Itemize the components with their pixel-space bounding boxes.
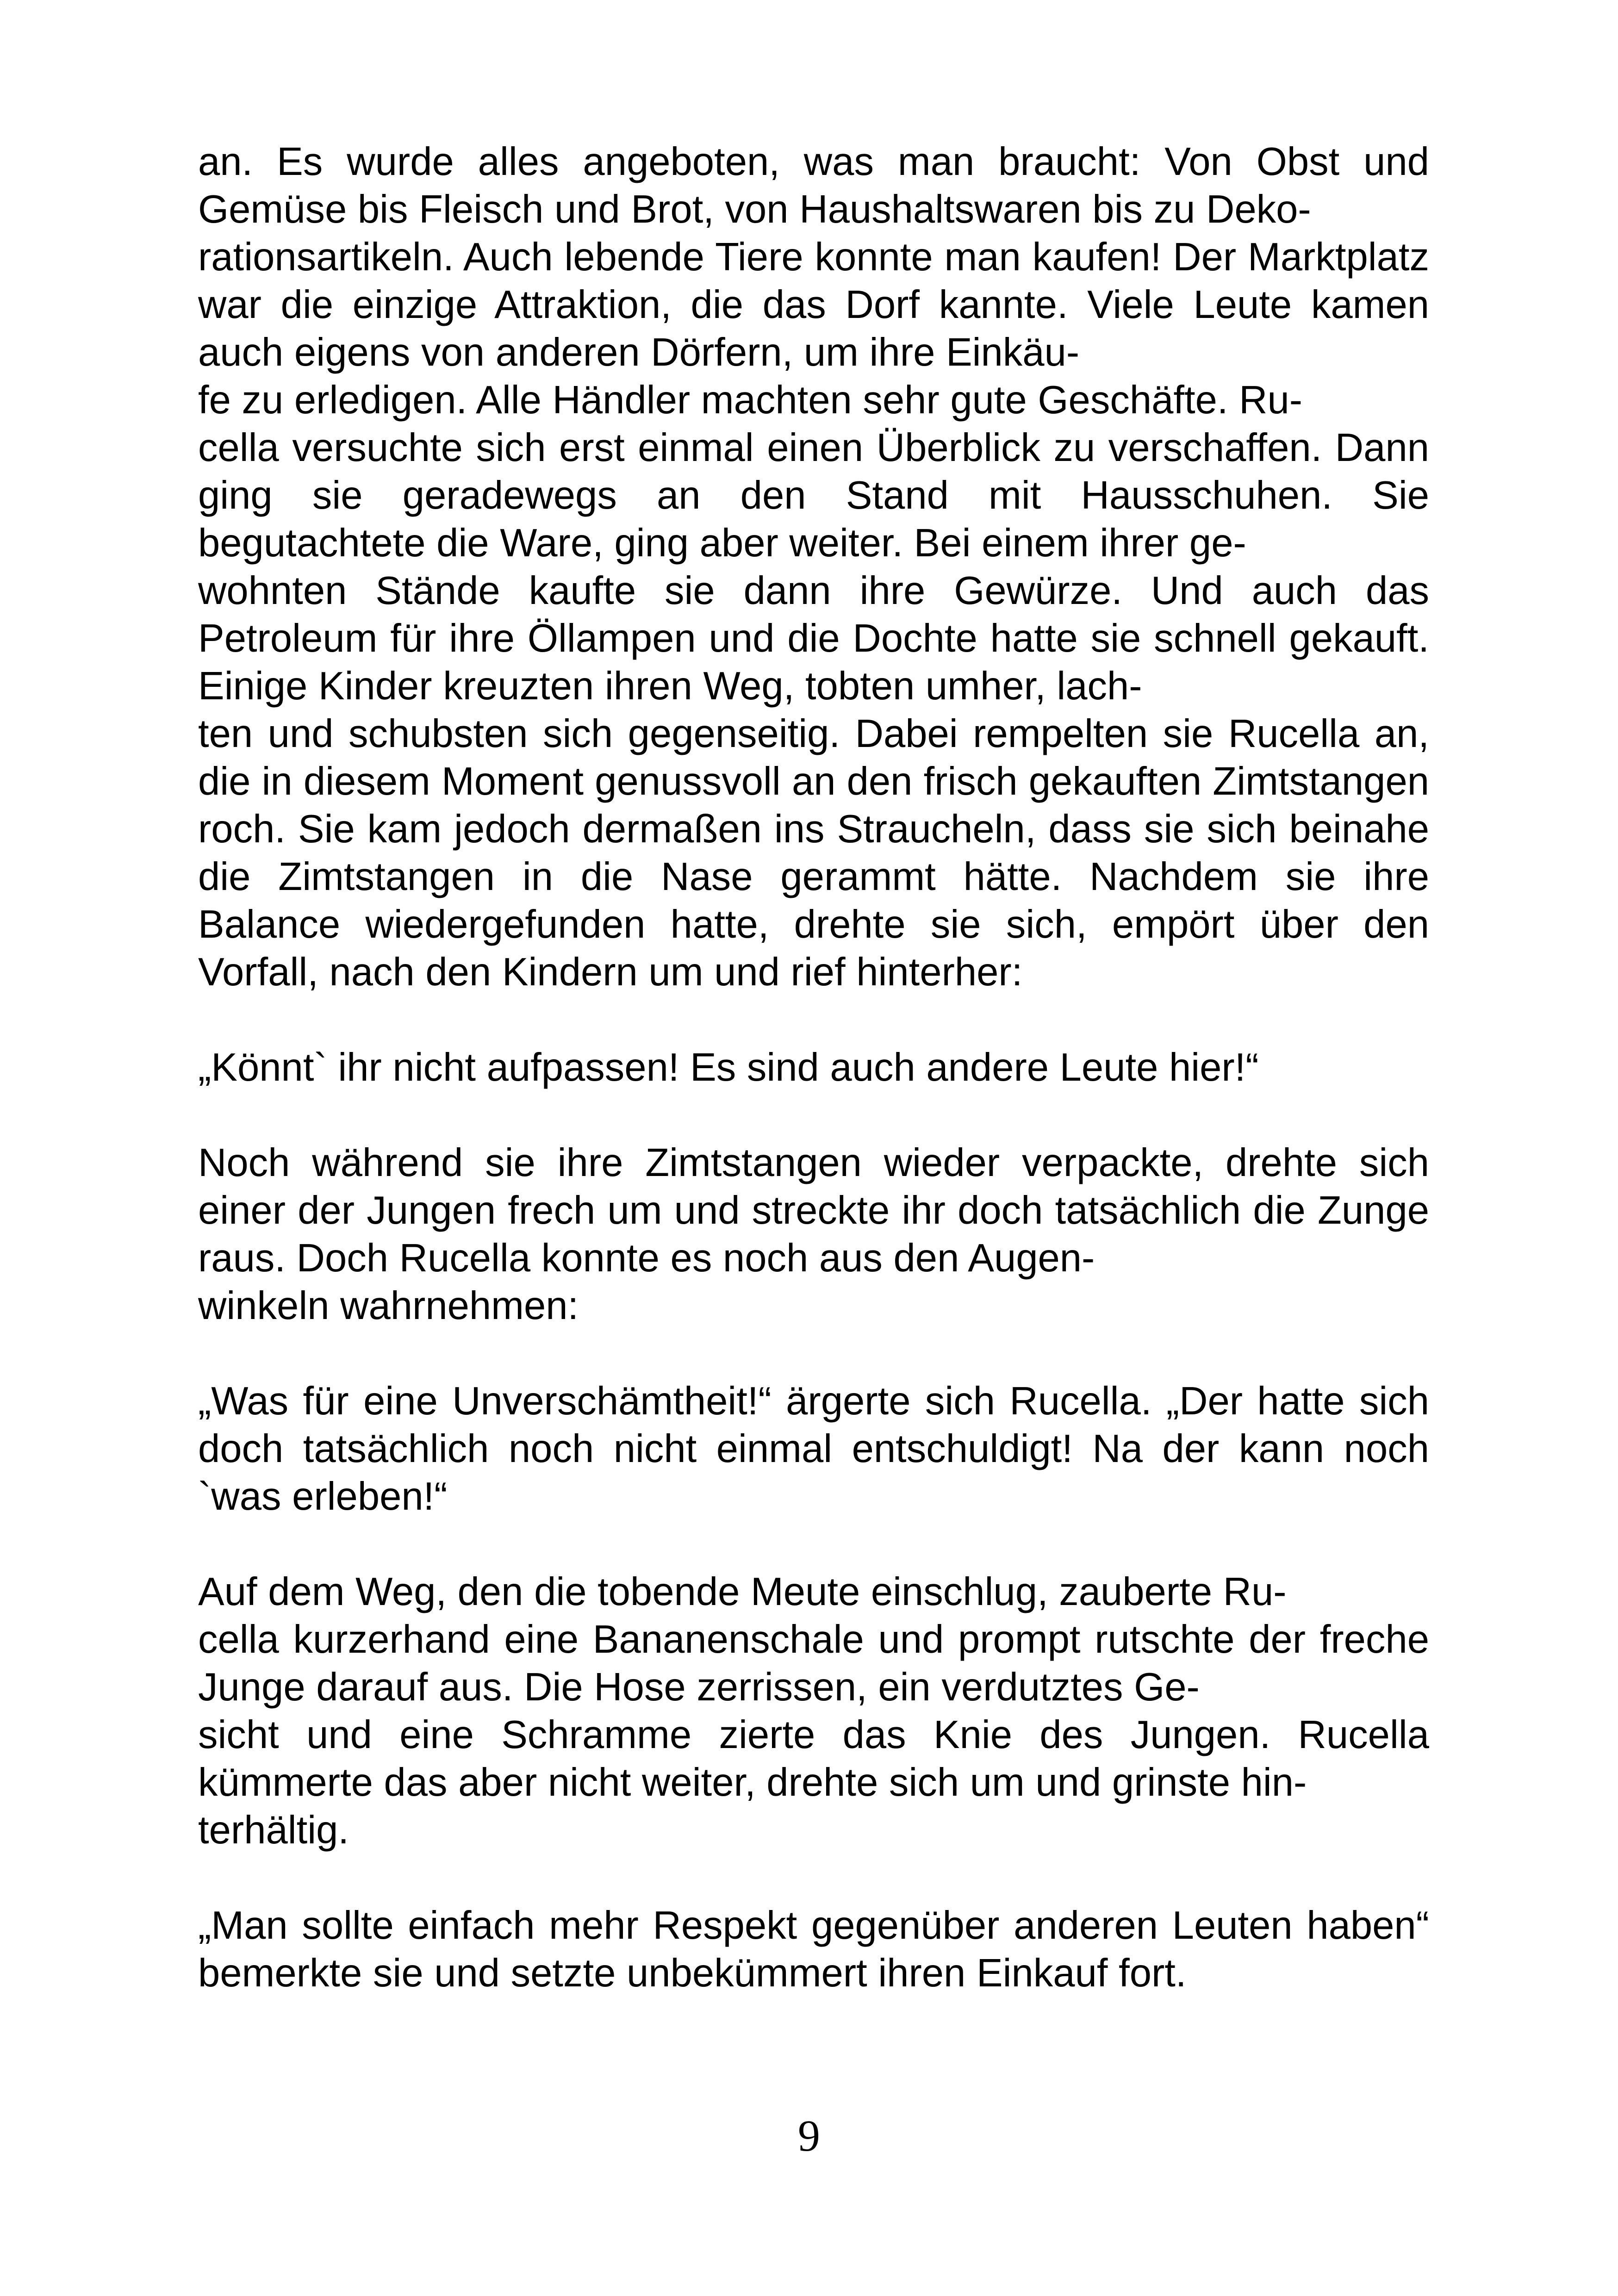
paragraph-boy-tongue: Noch während sie ihre Zimtstangen wieder verpackte, drehte sich einer der Jungen frech um und streckte ihr doch tatsächlich die Zunge raus. Doch Rucella konnte es noch aus den Augen- winkeln wahrnehmen: (198, 1141, 1429, 1328)
body-text (198, 138, 1429, 1997)
paragraph-banana-peel: Auf dem Weg, den die tobende Meute einschlug, zauberte Ru- cella kurzerhand eine Bananenschale und prompt rutschte der freche Junge darauf aus. Die Hose zerrissen, ein verdutztes Ge- sicht und eine Schramme zierte das Knie des Jungen. Rucella kümmerte das aber nicht weiter, drehte sich um und grinste hin- terhältig. (198, 1570, 1429, 1852)
page-number: 9 (798, 2111, 820, 2160)
paragraph-quote-unverschaemtheit: „Was für eine Unverschämtheit!“ ärgerte sich Rucella. „Der hatte sich doch tatsächlich noch nicht einmal entschuldigt! Na der kann noch `was erleben!“ (198, 1379, 1429, 1518)
paragraph-market-scene: an. Es wurde alles angeboten, was man braucht: Von Obst und Gemüse bis Fleisch und Brot, von Haushaltswaren bis zu Deko- rationsartikeln. Auch lebende Tiere konnte man kaufen! Der Marktplatz war die einzige Attraktion, die das Dorf kannte. Viele Leute kamen auch eigens von anderen Dörfern, um ihre Einkäu- fe zu erledigen. Alle Händler machten sehr gute Geschäfte. Ru- cella versuchte sich erst einmal einen Überblick zu verschaffen. Dann ging sie geradewegs an den Stand mit Hausschuhen. Sie begutachtete die Ware, ging aber weiter. Bei einem ihrer ge- wohnten Stände kaufte sie dann ihre Gewürze. Und auch das Petroleum für ihre Öllampen und die Dochte hatte sie schnell gekauft. Einige Kinder kreuzten ihren Weg, tobten umher, lach- ten und schubsten sich gegenseitig. Dabei rempelten sie Rucella an, die in diesem Moment genussvoll an den frisch gekauften Zimtstangen roch. Sie kam jedoch dermaßen ins Straucheln, dass sie sich beinahe die Zimtstangen in die Nase gerammt hätte. Nachdem sie ihre Balance wiedergefunden hatte, drehte sie sich, empört über den Vorfall, nach den Kindern um und rief hinterher: (198, 140, 1429, 994)
paragraph-quote-respekt: „Man sollte einfach mehr Respekt gegenüber anderen Leuten haben“ bemerkte sie und setzte unbekümmert ihren Einkauf fort. (198, 1904, 1429, 1995)
paragraph-quote-aufpassen: „Könnt` ihr nicht aufpassen! Es sind auch andere Leute hier!“ (198, 1045, 1259, 1089)
